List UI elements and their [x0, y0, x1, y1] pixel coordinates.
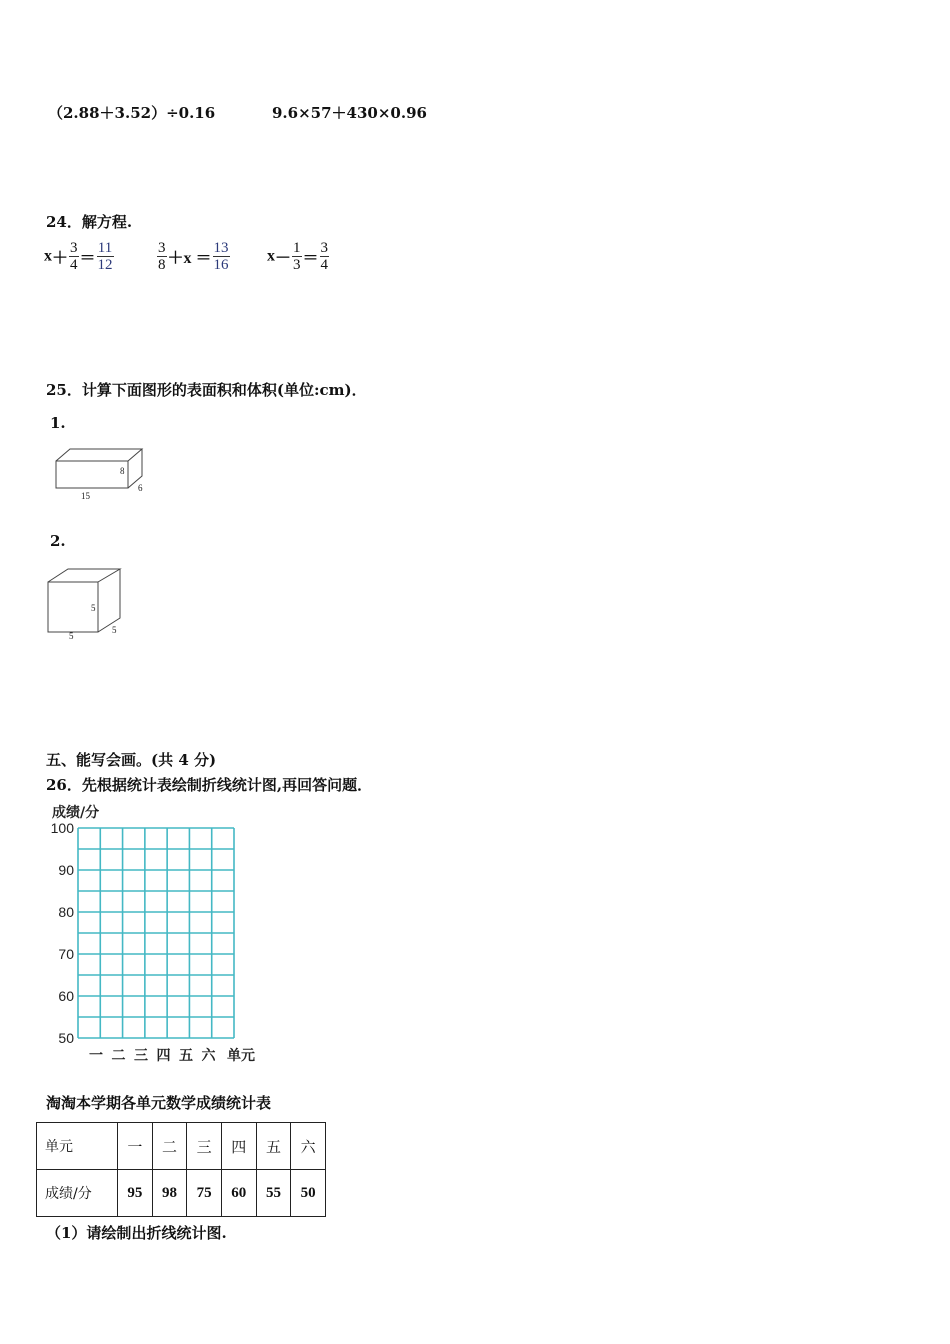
eq3-f2-num: 3 — [320, 240, 329, 256]
y-tick-label: 90 — [58, 862, 74, 878]
score-cell: 60 — [221, 1170, 256, 1217]
x-category-label: 五 — [179, 1048, 193, 1064]
eq1-fraction-2 — [97, 240, 114, 273]
score-cell: 50 — [291, 1170, 326, 1217]
sub-question-1: （1）请绘制出折线统计图. — [46, 1224, 227, 1242]
cuboid-front-face — [56, 461, 128, 488]
eq1-f1-den: 4 — [70, 257, 78, 273]
eq3-equals: ＝ — [302, 250, 319, 267]
row-header-units: 单元 — [37, 1123, 118, 1170]
unit-cell: 五 — [256, 1123, 291, 1170]
eq1-fraction-1 — [69, 240, 79, 273]
x-category-label: 六 — [201, 1048, 216, 1064]
eq1-f2-den: 12 — [97, 257, 113, 273]
equation-1 — [44, 240, 115, 273]
table-title: 淘淘本学期各单元数学成绩统计表 — [46, 1094, 272, 1112]
eq2-f1-den: 8 — [158, 257, 166, 273]
cuboid-width-label: 6 — [138, 483, 143, 493]
score-cell: 98 — [152, 1170, 187, 1217]
eq2-f1-num: 3 — [158, 240, 166, 256]
cuboid-top-face — [56, 449, 142, 461]
cube-side-face — [98, 569, 120, 632]
expression-2: 9.6×57＋430×0.96 — [272, 104, 427, 122]
unit-cell: 二 — [152, 1123, 187, 1170]
question-26-title: 26．先根据统计表绘制折线统计图,再回答问题． — [46, 776, 373, 794]
section-5-title: 五、能写会画。(共 4 分) — [46, 751, 217, 769]
figure-1-label: 1. — [50, 414, 66, 432]
equation-2 — [156, 240, 231, 273]
line-chart-grid — [40, 800, 280, 1070]
chart-y-ticks — [51, 820, 75, 1046]
x-category-label: 四 — [156, 1048, 171, 1064]
unit-cell: 四 — [221, 1123, 256, 1170]
score-cell: 55 — [256, 1170, 291, 1217]
unit-cell: 三 — [187, 1123, 222, 1170]
table-row-scores — [37, 1170, 326, 1217]
figure-2-label: 2. — [50, 532, 66, 550]
eq3-fraction-1 — [292, 240, 302, 273]
eq2-fraction-2 — [213, 240, 230, 273]
table-row-units — [37, 1123, 326, 1170]
eq3-f2-den: 4 — [320, 257, 329, 273]
question-25-title: 25．计算下面图形的表面积和体积(单位:cm)． — [46, 381, 367, 399]
x-category-label: 二 — [111, 1048, 126, 1064]
eq1-plus: ＋ — [52, 250, 69, 267]
score-table — [36, 1122, 326, 1217]
question-24-title: 24．解方程. — [46, 213, 133, 231]
eq1-f2-num: 11 — [97, 240, 113, 256]
eq3-fraction-2 — [320, 240, 330, 273]
cuboid-figure — [50, 444, 160, 506]
cuboid-length-label: 15 — [81, 491, 90, 501]
x-category-label: 一 — [89, 1048, 103, 1064]
eq2-f2-den: 16 — [213, 257, 229, 273]
x-category-label: 三 — [134, 1048, 148, 1064]
eq1-f1-num: 3 — [70, 240, 78, 256]
y-tick-label: 80 — [58, 904, 74, 920]
equation-3 — [267, 240, 330, 273]
cube-top-face — [48, 569, 120, 582]
chart-ylabel: 成绩/分 — [52, 805, 100, 821]
cube-width-label: 5 — [112, 625, 117, 635]
cube-length-label: 5 — [69, 631, 74, 641]
eq3-f1-num: 1 — [293, 240, 301, 256]
y-tick-label: 60 — [58, 988, 74, 1004]
row-header-scores: 成绩/分 — [37, 1170, 118, 1217]
y-tick-label: 100 — [50, 820, 74, 836]
expression-1: （2.88＋3.52）÷0.16 — [48, 104, 216, 122]
chart-xlabel: 单元 — [227, 1048, 255, 1064]
eq3-minus: － — [275, 250, 292, 267]
eq2-f2-num: 13 — [213, 240, 229, 256]
eq1-x: x — [44, 247, 52, 265]
score-cell: 95 — [118, 1170, 153, 1217]
unit-cell: 六 — [291, 1123, 326, 1170]
y-tick-label: 70 — [58, 946, 74, 962]
chart-x-categories — [89, 1047, 217, 1064]
eq3-f1-den: 3 — [293, 257, 301, 273]
score-cell: 75 — [187, 1170, 222, 1217]
eq2-fraction-1 — [157, 240, 167, 273]
cube-figure — [44, 566, 134, 644]
eq3-x: x — [267, 247, 275, 265]
eq1-equals: ＝ — [79, 250, 96, 267]
cuboid-height-label: 8 — [120, 466, 125, 476]
eq2-plus-x: ＋x ＝ — [167, 250, 212, 267]
y-tick-label: 50 — [58, 1030, 74, 1046]
cube-height-label: 5 — [91, 603, 96, 613]
unit-cell: 一 — [118, 1123, 153, 1170]
chart-gridlines — [78, 828, 234, 1038]
